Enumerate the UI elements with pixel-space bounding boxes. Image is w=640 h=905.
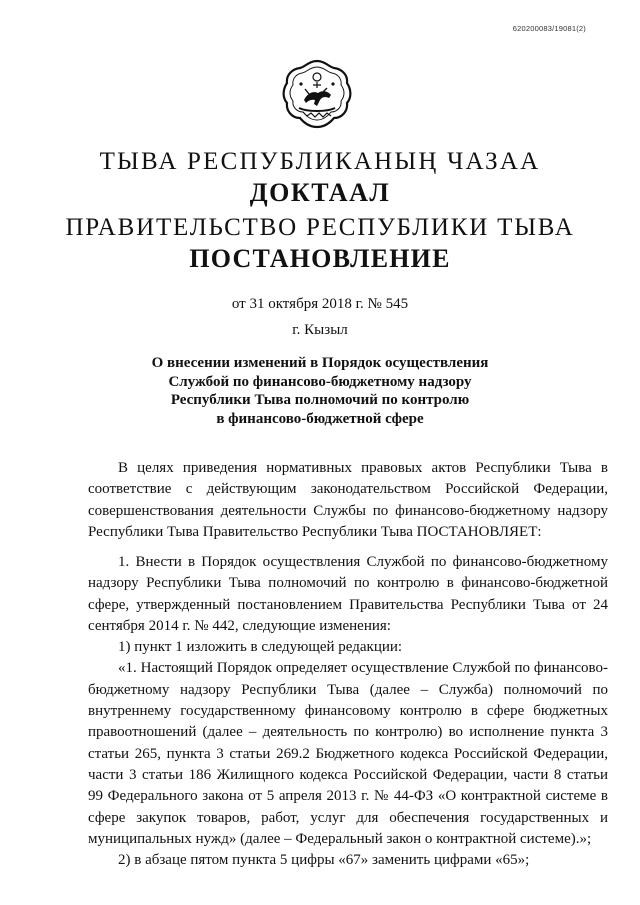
preamble-paragraph: В целях приведения нормативных правовых актов Республики Тыва в соответствие с действующим законодательством Российской Федерации, совершенствования деятельности Службы по финансово-бюджетному надзору Республики Тыва Правительство Республики Тыва ПОСТАНОВЛЯЕТ: xyxy=(88,460,608,540)
amendments xyxy=(88,552,608,871)
document-id: 620200083/19081(2) xyxy=(512,24,586,33)
header-government: ПРАВИТЕЛЬСТВО РЕСПУБЛИКИ ТЫВА xyxy=(65,214,575,241)
title-line: Республики Тыва полномочий по контролю xyxy=(170,392,470,408)
header-postanovlenie: ПОСТАНОВЛЕНИЕ xyxy=(189,244,451,273)
header-doktaal: ДОКТААЛ xyxy=(249,178,391,207)
document-title xyxy=(100,354,540,428)
amendment-paragraph: 1. Внести в Порядок осуществления Службой по финансово-бюджетному надзору Республики Тыва полномочий по контролю в финансово-бюджетной сфере, утвержденный постановлением Правительства Республики Тыва от 24 сентября 2014 г. № 442, следующие изменения: xyxy=(88,554,608,634)
header-tyva-government: ТЫВА РЕСПУБЛИКАНЫҢ ЧАЗАА xyxy=(99,148,541,175)
amendment-paragraph: «1. Настоящий Порядок определяет осуществление Службой по финансово-бюджетному надзору Республики Тыва (далее – Служба) полномочий по внутреннему государственному финансовому контролю в сфере бюджетных правоотношений (далее – деятельность по контролю) во исполнение пункта 3 статьи 265, пункта 3 статьи 269.2 Бюджетного кодекса Российской Федерации, части 3 статьи 186 Жилищного кодекса Российской Федерации, части 8 статьи 99 Федерального закона от 5 апреля 2013 г. № 44-ФЗ «О контрактной системе в сфере закупок товаров, работ, услуг для обеспечения государственных и муниципальных нужд» (далее – Федеральный закон о контрактной системе).»; xyxy=(88,660,608,847)
document-date: от 31 октября 2018 г. № 545 xyxy=(231,296,409,312)
amendment-paragraph: 2) в абзаце пятом пункта 5 цифры «67» заменить цифрами «65»; xyxy=(118,852,530,869)
title-line: Службой по финансово-бюджетному надзору xyxy=(168,373,472,390)
coat-of-arms-emblem xyxy=(279,58,355,130)
document-city: г. Кызыл xyxy=(292,322,348,338)
title-line: О внесении изменений в Порядок осуществления xyxy=(151,355,489,371)
title-line: в финансово-бюджетной сфере xyxy=(216,410,424,427)
amendment-paragraph: 1) пункт 1 изложить в следующей редакции: xyxy=(118,639,403,656)
preamble xyxy=(88,458,608,543)
